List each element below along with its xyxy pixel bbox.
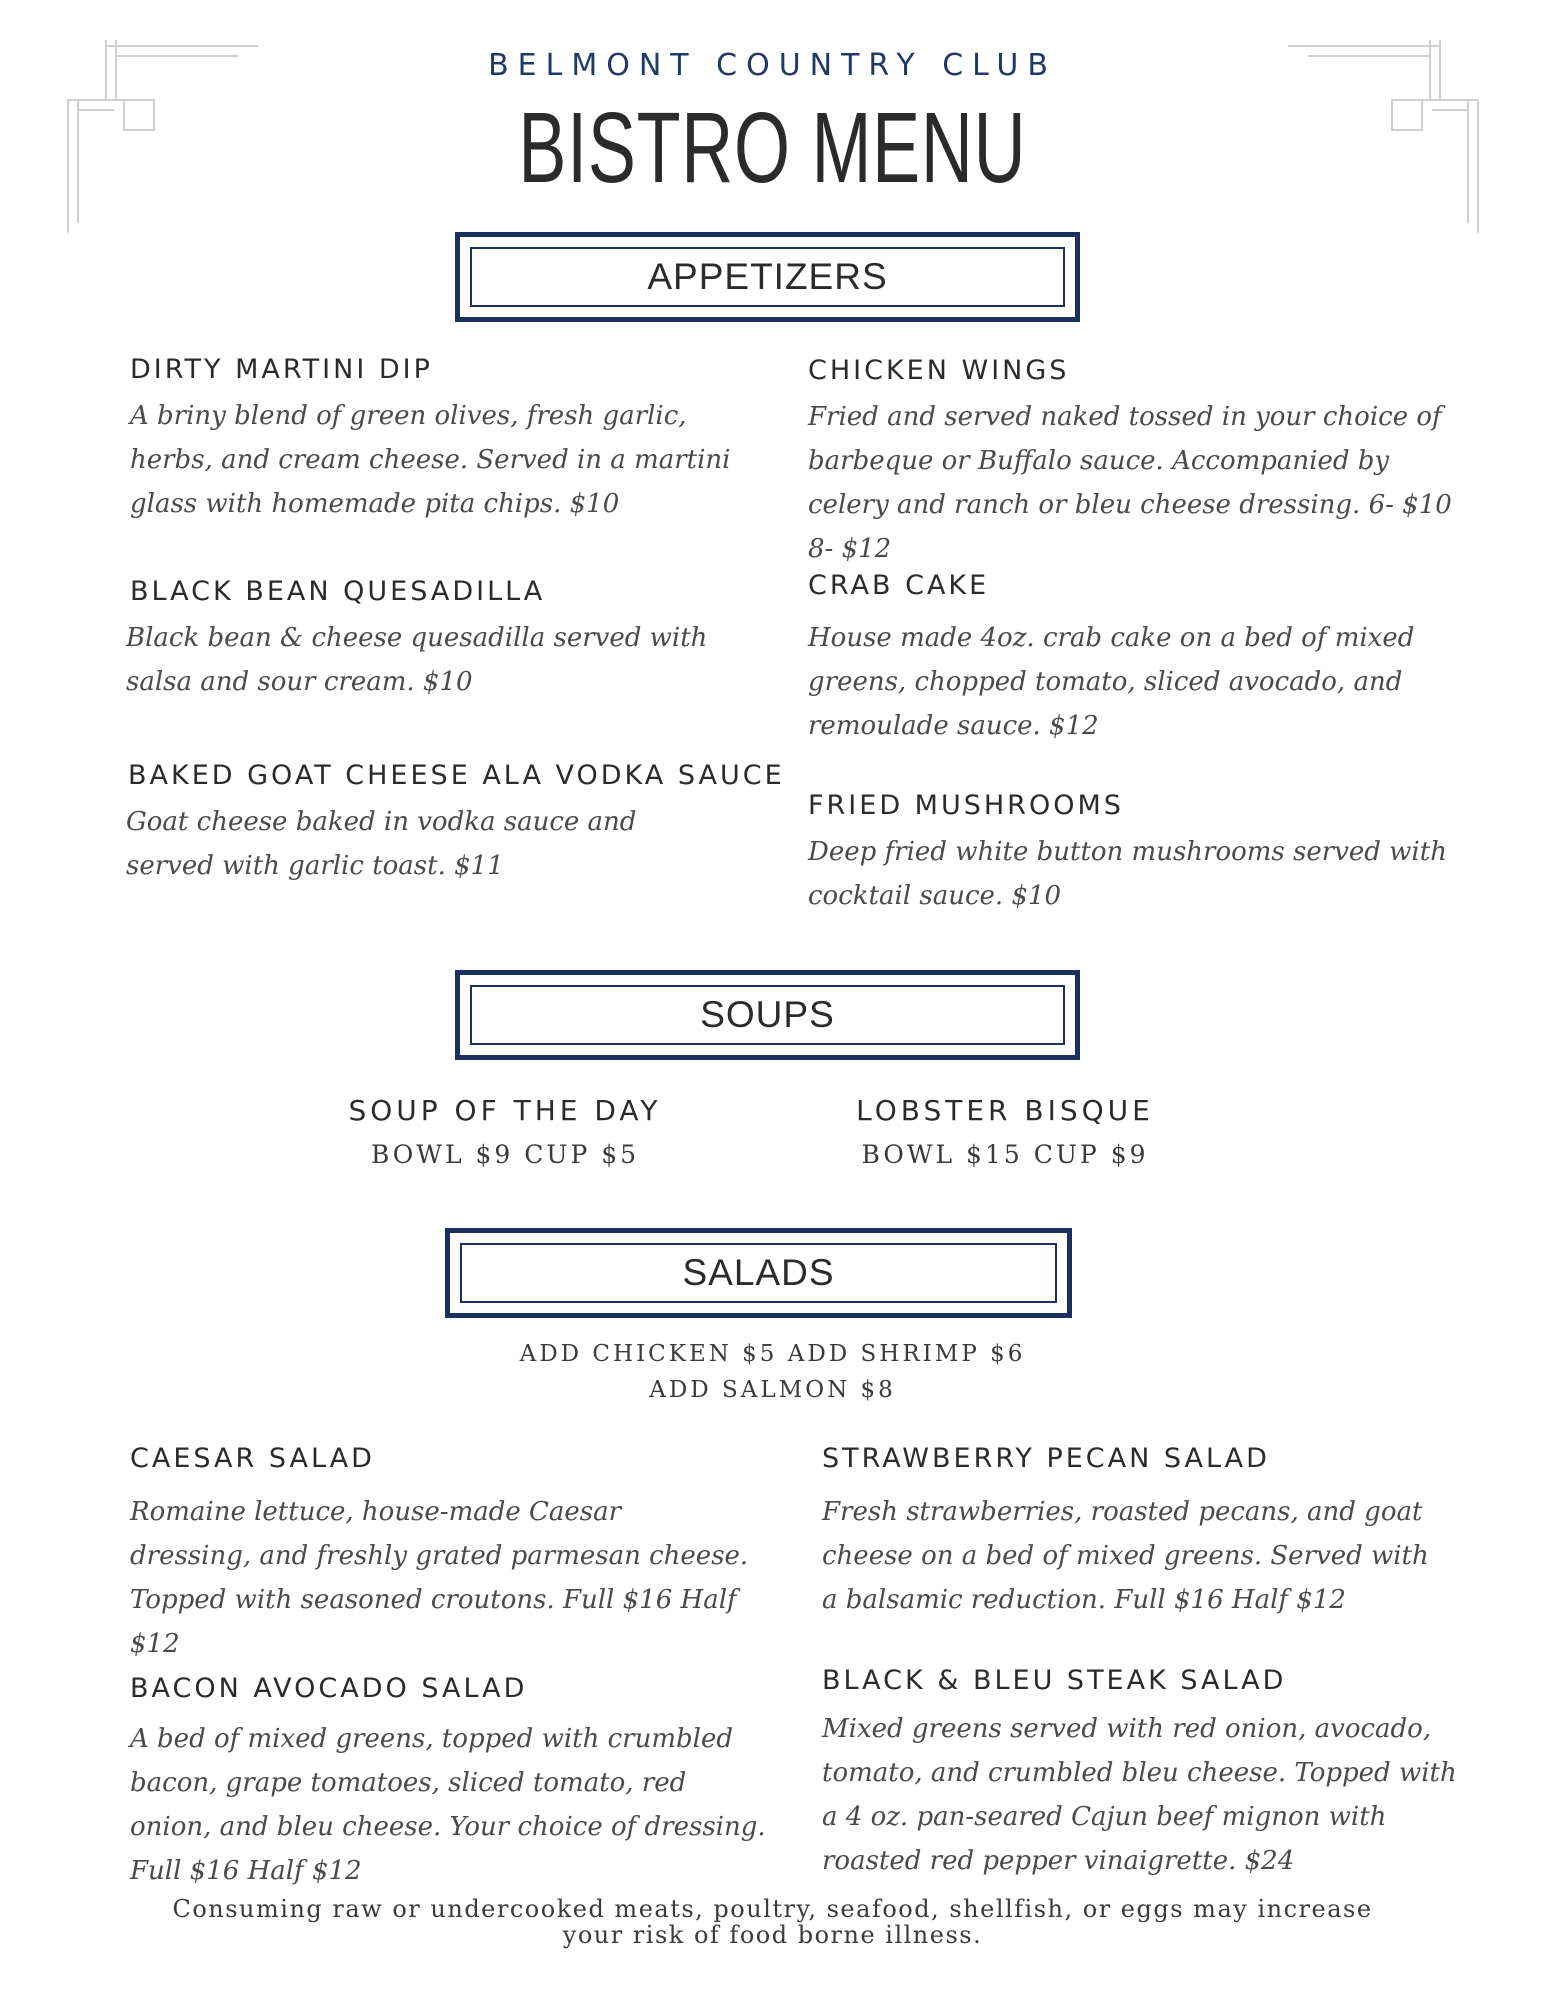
section-box-salads	[445, 1228, 1072, 1318]
menu-item-name: BLACK & BLEU STEAK SALAD	[822, 1665, 1287, 1696]
menu-item-description: Romaine lettuce, house-made Caesar dressing, and freshly grated parmesan cheese. Topped with seasoned croutons. Full $16 Half $12	[130, 1497, 749, 1659]
menu-item-name: BACON AVOCADO SALAD	[130, 1673, 528, 1704]
menu-item-description: Black bean & cheese quesadilla served with salsa and sour cream. $10	[126, 623, 708, 697]
menu-item-name: CHICKEN WINGS	[808, 355, 1070, 386]
menu-item-name: CRAB CAKE	[808, 570, 990, 601]
menu-item-description: A bed of mixed greens, topped with crumbled bacon, grape tomatoes, sliced tomato, red onion, and bleu cheese. Your choice of dressing. Full $16 Half $12	[130, 1724, 766, 1886]
menu-item-description: Fried and served naked tossed in your choice of barbeque or Buffalo sauce. Accompanied by celery and ranch or bleu cheese dressing. 6- $10 8- $12	[808, 402, 1452, 564]
menu-item-description: Goat cheese baked in vodka sauce and served with garlic toast. $11	[126, 807, 637, 881]
menu-item-description: Deep fried white button mushrooms served with cocktail sauce. $10	[808, 837, 1447, 911]
section-box-soups	[455, 970, 1080, 1060]
menu-item-name: STRAWBERRY PECAN SALAD	[822, 1443, 1270, 1474]
section-title-appetizers: APPETIZERS	[470, 247, 1065, 307]
health-disclaimer-line-2: your risk of food borne illness.	[562, 1921, 983, 1949]
menu-item-name: DIRTY MARTINI DIP	[130, 354, 433, 385]
menu-item-name: FRIED MUSHROOMS	[808, 790, 1124, 821]
menu-item-name: BLACK BEAN QUESADILLA	[130, 576, 546, 607]
club-name: BELMONT COUNTRY CLUB	[488, 48, 1057, 83]
menu-item-description: Mixed greens served with red onion, avocado, tomato, and crumbled bleu cheese. Topped with a 4 oz. pan-seared Cajun beef mignon with roasted red pepper vinaigrette. $24	[822, 1714, 1457, 1876]
menu-item-description: House made 4oz. crab cake on a bed of mixed greens, chopped tomato, sliced avocado, and remoulade sauce. $12	[808, 623, 1415, 741]
menu-item-description: A briny blend of green olives, fresh garlic, herbs, and cream cheese. Served in a martini glass with homemade pita chips. $10	[130, 401, 731, 519]
menu-item-name: CAESAR SALAD	[130, 1443, 375, 1474]
salad-addons-line-2: ADD SALMON $8	[649, 1377, 896, 1403]
salad-addons-line-1: ADD CHICKEN $5 ADD SHRIMP $6	[519, 1341, 1026, 1367]
section-title-soups: SOUPS	[470, 985, 1065, 1045]
soup-price: BOWL $9 CUP $5	[370, 1140, 640, 1169]
soup-name: LOBSTER BISQUE	[856, 1094, 1154, 1127]
section-title-salads: SALADS	[460, 1243, 1057, 1303]
soup-name: SOUP OF THE DAY	[348, 1094, 662, 1127]
menu-item-name: BAKED GOAT CHEESE ALA VODKA SAUCE	[128, 760, 785, 791]
soup-price: BOWL $15 CUP $9	[861, 1140, 1149, 1169]
section-box-appetizers	[455, 232, 1080, 322]
menu-item-description: Fresh strawberries, roasted pecans, and goat cheese on a bed of mixed greens. Served with a balsamic reduction. Full $16 Half $12	[822, 1497, 1429, 1615]
health-disclaimer-line-1: Consuming raw or undercooked meats, poultry, seafood, shellfish, or eggs may increase	[172, 1895, 1373, 1923]
menu-title: BISTRO MENU	[518, 92, 1027, 204]
